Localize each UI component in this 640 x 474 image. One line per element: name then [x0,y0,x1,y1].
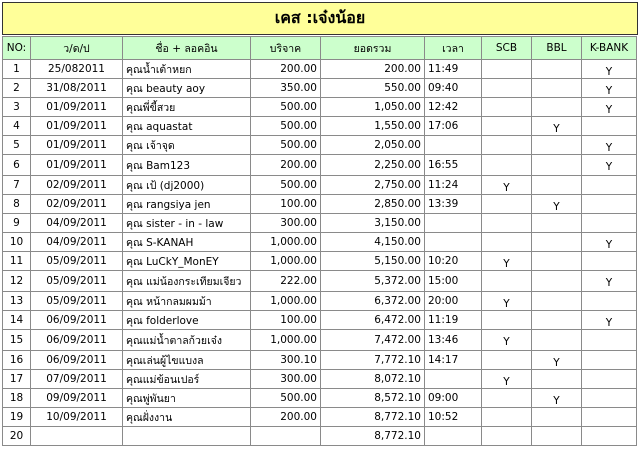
cell-total: 8,772.10 [321,408,425,427]
cell-date: 02/09/2011 [31,195,123,214]
cell-donation: 200.00 [251,155,321,176]
cell-donation: 1,000.00 [251,252,321,271]
cell-donation: 222.00 [251,271,321,292]
cell-date: 05/09/2011 [31,271,123,292]
cell-name: คุณเล่นผู้ไขแบงล [123,351,251,370]
table-row [3,427,637,446]
cell-name: คุณ เป้ (dj2000) [123,176,251,195]
col-header-no: NO: [3,37,31,60]
cell-date: 06/09/2011 [31,351,123,370]
cell-donation: 200.00 [251,408,321,427]
cell-date: 01/09/2011 [31,98,123,117]
cell-no: 18 [3,389,31,408]
cell-name: คุณ sister - in - law [123,214,251,233]
cell-date: 10/09/2011 [31,408,123,427]
cell-date: 04/09/2011 [31,233,123,252]
cell-kbank: Y [582,60,637,79]
cell-time: 09:00 [425,389,482,408]
cell-donation: 100.00 [251,195,321,214]
cell-total: 7,472.00 [321,330,425,351]
cell-total: 550.00 [321,79,425,98]
cell-total: 8,772.10 [321,427,425,446]
cell-bbl [532,427,582,446]
cell-no: 17 [3,370,31,389]
cell-name: คุณน้ำเต้าหยก [123,60,251,79]
cell-total: 6,472.00 [321,311,425,330]
table-row [3,195,637,214]
cell-date: 06/09/2011 [31,311,123,330]
cell-time: 14:17 [425,351,482,370]
table-row [3,408,637,427]
cell-donation: 1,000.00 [251,292,321,311]
cell-no: 14 [3,311,31,330]
cell-time [425,370,482,389]
cell-no: 19 [3,408,31,427]
cell-no: 2 [3,79,31,98]
table-row [3,351,637,370]
col-header-kbank: K-BANK [582,37,637,60]
col-header-donation: บริจาค [251,37,321,60]
cell-total: 5,150.00 [321,252,425,271]
table-row [3,98,637,117]
cell-bbl [532,370,582,389]
cell-no: 20 [3,427,31,446]
cell-scb [482,195,532,214]
table-row [3,271,637,292]
cell-name: คุณแม่น้ำตาลก้วยเจ๋ง [123,330,251,351]
cell-donation: 300.00 [251,214,321,233]
cell-bbl [532,79,582,98]
table-row [3,292,637,311]
cell-name: คุณ beauty aoy [123,79,251,98]
cell-no: 9 [3,214,31,233]
cell-bbl: Y [532,351,582,370]
cell-donation: 500.00 [251,389,321,408]
cell-kbank: Y [582,311,637,330]
cell-bbl [532,155,582,176]
cell-kbank [582,195,637,214]
cell-total: 5,372.00 [321,271,425,292]
cell-total: 2,250.00 [321,155,425,176]
cell-date: 01/09/2011 [31,155,123,176]
cell-scb [482,98,532,117]
cell-bbl: Y [532,389,582,408]
table-row [3,311,637,330]
cell-scb: Y [482,176,532,195]
cell-kbank [582,214,637,233]
cell-no: 4 [3,117,31,136]
cell-total: 2,050.00 [321,136,425,155]
cell-date: 01/09/2011 [31,136,123,155]
cell-total: 4,150.00 [321,233,425,252]
cell-time: 13:46 [425,330,482,351]
cell-time: 17:06 [425,117,482,136]
header-row [3,37,637,60]
cell-bbl [532,233,582,252]
cell-donation: 500.00 [251,98,321,117]
cell-date: 04/09/2011 [31,214,123,233]
cell-time: 20:00 [425,292,482,311]
cell-no: 13 [3,292,31,311]
cell-total: 8,072.10 [321,370,425,389]
table-row [3,176,637,195]
cell-kbank [582,252,637,271]
cell-date: 05/09/2011 [31,252,123,271]
cell-total: 7,772.10 [321,351,425,370]
cell-no: 12 [3,271,31,292]
cell-scb: Y [482,292,532,311]
sheet-title: เคส :เจ๋งน้อย [2,2,638,35]
cell-name: คุณ rangsiya jen [123,195,251,214]
col-header-scb: SCB [482,37,532,60]
cell-no: 1 [3,60,31,79]
cell-bbl [532,311,582,330]
cell-no: 7 [3,176,31,195]
cell-time: 10:52 [425,408,482,427]
cell-name: คุณพู่พันยา [123,389,251,408]
cell-date: 09/09/2011 [31,389,123,408]
cell-name: คุณ aquastat [123,117,251,136]
cell-bbl [532,214,582,233]
table-row [3,136,637,155]
cell-bbl [532,292,582,311]
cell-date: 31/08/2011 [31,79,123,98]
table-row [3,214,637,233]
cell-name: คุณ หน้ากลมผมม้า [123,292,251,311]
table-row [3,117,637,136]
cell-date: 06/09/2011 [31,330,123,351]
cell-kbank [582,292,637,311]
cell-time: 16:55 [425,155,482,176]
cell-no: 15 [3,330,31,351]
table-row [3,233,637,252]
cell-bbl [532,408,582,427]
table-row [3,330,637,351]
cell-donation: 100.00 [251,311,321,330]
cell-no: 6 [3,155,31,176]
cell-total: 8,572.10 [321,389,425,408]
cell-scb [482,214,532,233]
cell-kbank: Y [582,271,637,292]
table-row [3,60,637,79]
cell-date: 01/09/2011 [31,117,123,136]
cell-kbank [582,389,637,408]
cell-donation: 350.00 [251,79,321,98]
cell-time: 15:00 [425,271,482,292]
cell-total: 1,050.00 [321,98,425,117]
cell-kbank [582,176,637,195]
col-header-name: ชื่อ + ลอคอิน [123,37,251,60]
cell-donation: 200.00 [251,60,321,79]
cell-time: 13:39 [425,195,482,214]
cell-scb [482,427,532,446]
cell-donation: 1,000.00 [251,330,321,351]
cell-total: 2,850.00 [321,195,425,214]
cell-scb: Y [482,330,532,351]
cell-no: 5 [3,136,31,155]
cell-total: 2,750.00 [321,176,425,195]
cell-date: 02/09/2011 [31,176,123,195]
col-header-bbl: BBL [532,37,582,60]
cell-donation: 500.00 [251,117,321,136]
cell-scb: Y [482,370,532,389]
table-row [3,389,637,408]
cell-kbank: Y [582,136,637,155]
cell-scb [482,408,532,427]
cell-kbank: Y [582,79,637,98]
cell-time: 11:49 [425,60,482,79]
cell-name: คุณ folderlove [123,311,251,330]
cell-date [31,427,123,446]
cell-donation: 500.00 [251,136,321,155]
cell-time: 10:20 [425,252,482,271]
cell-donation: 300.10 [251,351,321,370]
cell-kbank [582,330,637,351]
cell-donation [251,427,321,446]
cell-scb [482,311,532,330]
cell-no: 10 [3,233,31,252]
cell-total: 3,150.00 [321,214,425,233]
cell-time: 09:40 [425,79,482,98]
cell-total: 6,372.00 [321,292,425,311]
cell-name: คุณแม่ข้อนเปอร์ [123,370,251,389]
cell-bbl [532,60,582,79]
cell-kbank: Y [582,155,637,176]
cell-kbank [582,117,637,136]
cell-scb [482,117,532,136]
cell-name: คุณ Bam123 [123,155,251,176]
cell-kbank [582,351,637,370]
cell-time [425,427,482,446]
cell-name: คุณพี่ขี้สวย [123,98,251,117]
cell-time [425,214,482,233]
cell-name: คุณ LuCkY_MonEY [123,252,251,271]
cell-bbl [532,330,582,351]
cell-scb [482,389,532,408]
cell-kbank: Y [582,233,637,252]
cell-bbl [532,176,582,195]
cell-no: 16 [3,351,31,370]
cell-date: 25/082011 [31,60,123,79]
cell-scb [482,155,532,176]
col-header-time: เวลา [425,37,482,60]
cell-bbl [532,136,582,155]
cell-bbl: Y [532,195,582,214]
cell-kbank [582,427,637,446]
cell-no: 3 [3,98,31,117]
cell-time: 11:19 [425,311,482,330]
donation-table [2,36,637,446]
cell-time: 11:24 [425,176,482,195]
cell-name: คุณ เจ้าจุด [123,136,251,155]
cell-bbl [532,271,582,292]
cell-date: 05/09/2011 [31,292,123,311]
cell-scb [482,233,532,252]
cell-kbank [582,408,637,427]
cell-scb: Y [482,252,532,271]
cell-kbank: Y [582,98,637,117]
col-header-total: ยอดรวม [321,37,425,60]
cell-name [123,427,251,446]
cell-no: 8 [3,195,31,214]
cell-bbl: Y [532,117,582,136]
cell-name: คุณ แม่น้องกระเทียมเจียว [123,271,251,292]
cell-time [425,136,482,155]
cell-donation: 500.00 [251,176,321,195]
cell-kbank [582,370,637,389]
table-row [3,155,637,176]
cell-name: คุณ S-KANAH [123,233,251,252]
cell-scb [482,351,532,370]
cell-bbl [532,252,582,271]
cell-scb [482,271,532,292]
cell-total: 200.00 [321,60,425,79]
cell-scb [482,136,532,155]
cell-scb [482,79,532,98]
col-header-date: ว/ด/ป [31,37,123,60]
cell-bbl [532,98,582,117]
table-row [3,79,637,98]
cell-donation: 1,000.00 [251,233,321,252]
cell-time [425,233,482,252]
cell-date: 07/09/2011 [31,370,123,389]
table-row [3,370,637,389]
cell-donation: 300.00 [251,370,321,389]
cell-name: คุณฝั่งงาน [123,408,251,427]
cell-scb [482,60,532,79]
table-row [3,252,637,271]
cell-time: 12:42 [425,98,482,117]
cell-total: 1,550.00 [321,117,425,136]
cell-no: 11 [3,252,31,271]
